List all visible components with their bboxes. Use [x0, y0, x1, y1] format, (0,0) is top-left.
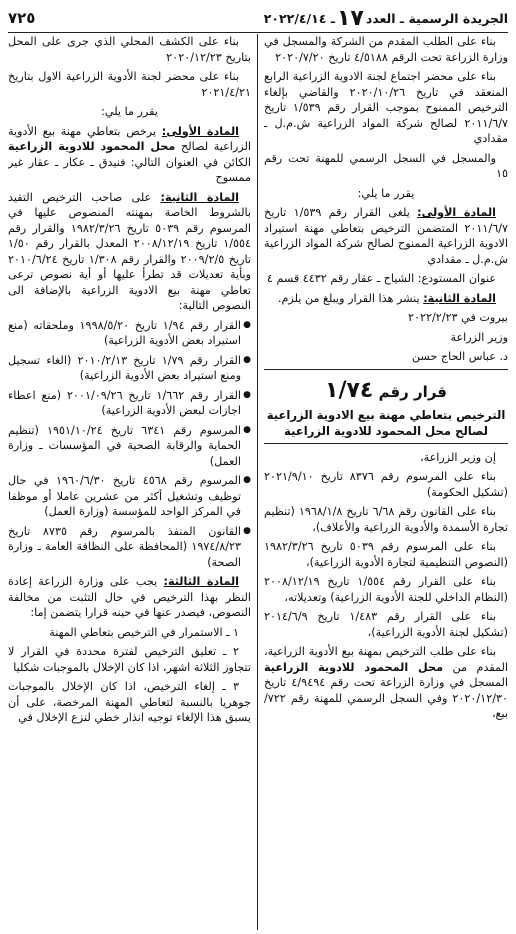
paragraph: بناء على محضر اجتماع لجنة الادوية الزراعية الرابع المنعقد في تاريخ ٢٠٢٠/١٠/٢٦ والقاضي بإلغاء الترخيص الممنوح بموجب القرار رقم ١/٥٣٩ تاريخ ٢٠١١/٦/٧ لصالح شركة المواد الزراعية ش.م.ل ـ مقدادي — [264, 70, 508, 145]
option-item: ١ ـ الاستمرار في الترخيص بتعاطي المهنة — [49, 625, 239, 639]
decision-title — [264, 378, 508, 403]
article-text: يلغى القرار رقم ١/٥٣٩ تاريخ ٢٠١١/٦/٧ المتضمن الترخيص بتعاطي مهنة استيراد الادوية الزراعية الممنوح لصالح شركة المواد الزراعية ش.م.ل ـ مقدادي — [264, 206, 508, 266]
article-text: على صاحب الترخيص التقيد بالشروط الخاصة بمهنته المنصوص عليها في المرسوم رقم ٥٠٣٩ تاريخ ١٩٨٢/٣/٢٦ والقرار رقم ١/٥٥٤ تاريخ ٢٠٠٨/١٢/١٩ المعدل بالقرار رقم ١/٥٠ تاريخ ٢٠٠٩/٢/٥ والقرار رقم ١/٣٠٨ تاريخ ٢٠١٠/٦/٢٤ وبأية تعديلات قد تطرأ عليها أو أية نصوص ترعى تعاطي مهنة بيع الادوية الزراعية بالإضافة الى النصوص التالية: — [8, 190, 251, 312]
content-columns — [8, 34, 508, 930]
text-segment: الكائن في العنوان التالي: فنيدق ـ عكار ـ عقار غير ممسوح — [8, 155, 251, 184]
paragraph: والمسجل في السجل الرسمي للمهنة تحت رقم ١٥ — [264, 151, 508, 180]
article-text: ينشر هذا القرار ويبلغ من يلزم. — [277, 291, 420, 305]
page-number: ٧٢٥ — [8, 9, 36, 27]
article-2 — [264, 291, 508, 307]
list-item: ● القرار رقم ١/٧٩ تاريخ ٢٠١٠/٢/١٣ (الغاء تسجيل ومنع استيراد بعض الأدوية الزراعية) — [8, 353, 251, 384]
list-item: ● المرسوم رقم ٤٥٦٨ تاريخ ١٩٦٠/٦/٣٠ في حال توظيف وتشغيل أكثر من عشرين عاملا أو موظفا في المركز الواحد للمؤسسة (وزارة العمل) — [8, 473, 251, 520]
text-segment: يرخص بتعاطي مهنة بيع الأدوية الزراعية لصالح — [8, 124, 251, 153]
decision-subtitle: الترخيص بتعاطي مهنة بيع الادوية الزراعية لصالح محل المحمود للادوية الزراعية — [264, 407, 508, 444]
place-date: بيروت في ٢٠٢٢/٢/٢٣ — [408, 311, 508, 324]
shop-name: محل المحمود للادوية الزراعية — [264, 660, 444, 674]
article-3 — [8, 574, 251, 621]
list-item: ● المرسوم رقم ٦٣٤١ تاريخ ١٩٥١/١٠/٢٤ (تنظيم الحماية والرقابة الصحية في المؤسسات ـ وزارة العمل) — [8, 423, 251, 470]
text-segment: المسجل في وزارة الزراعة تحت رقم ٤/٩٤٩٤ تاريخ ٢٠٢٠/١٢/٣٠ وفي السجل الرسمي للمهنة رقم ٧٢٢/بيع، — [264, 676, 508, 720]
legal-basis — [264, 644, 508, 722]
article-label: المادة الأولى: — [417, 206, 496, 219]
paragraph: بناء على محضر لجنة الأدوية الزراعية الاول بتاريخ ٢٠٢١/٤/٢١ — [8, 70, 251, 99]
divider — [264, 369, 508, 370]
legal-basis: بناء على القرار رقم ١/٤٨٣ تاريخ ٢٠١٤/٦/٩ (تشكيل لجنة الأدوية الزراعية)، — [264, 610, 508, 639]
article-label: المادة الثانية: — [423, 291, 496, 305]
decides-heading: يقرر ما يلي: — [101, 105, 158, 118]
gazette-title — [264, 6, 508, 31]
right-column — [258, 34, 508, 930]
article-text: يجب على وزارة الزراعة إعادة النظر بهذا الترخيص في حال التثبت من مخالفة النصوص، فيصدر عنها في حينه قرارا يتضمن إما: — [8, 575, 251, 619]
list-item: ● القرار رقم ١/٦٦٢ تاريخ ٢٠٠١/٠٩/٢٦ (منع اعطاء اجازات لبعض الأدوية الزراعية) — [8, 388, 251, 419]
decision-number: ١/٧٤ — [325, 377, 374, 403]
legal-basis: بناء على القرار رقم ١/٥٥٤ تاريخ ٢٠٠٨/١٢/١٩ (النظام الداخلي للجنة الأدوية الزراعية) وتعديلاته، — [264, 575, 508, 604]
issue-number: ١٧ — [336, 5, 364, 31]
option-item: ٢ ـ تعليق الترخيص لفترة محددة في القرار لا تتجاوز الثلاثة اشهر، اذا كان الإخلال بالموجبات شكليا — [8, 645, 251, 674]
list-item: ● القانون المنفذ بالمرسوم رقم ٨٧٣٥ تاريخ ١٩٧٤/٨/٢٣ (المحافظة على النظافة العامة ـ وزارة الصحة) — [8, 524, 251, 571]
legal-basis: بناء على المرسوم رقم ٥٠٣٩ تاريخ ١٩٨٢/٣/٢٦ (النصوص التنظيمية لتجارة الأدوية الزراعية)، — [264, 540, 508, 569]
issue-date: ـ ٢٠٢٢/٤/١٤ — [263, 10, 335, 26]
minister-title: وزير الزراعة — [450, 330, 508, 344]
minister-intro: إن وزير الزراعة، — [419, 450, 496, 464]
paragraph: بناء على الكشف المحلي الذي جرى على المحل بتاريخ ٢٠٢٠/١٢/٢٣ — [8, 35, 251, 64]
list-item: ● القرار رقم ١/٩٤ تاريخ ١٩٩٨/٥/٢٠ وملحقاته (منع استيراد بعض الأدوية الزراعية) — [8, 318, 251, 349]
article-1 — [264, 205, 508, 267]
left-column — [8, 34, 258, 930]
article-label: المادة الثانية: — [160, 190, 240, 204]
article-2 — [8, 190, 251, 314]
text-segment: بناء على طلب الترخيص بمهنة بيع الأدوية الزراعية، المقدم من — [264, 645, 508, 674]
decision-prefix: قرار رقم — [378, 382, 447, 401]
article-label: المادة الأولى: — [161, 124, 240, 138]
paragraph: بناء على الطلب المقدم من الشركة والمسجل في وزارة الزراعة تحت الرقم ٤/٥١٨٨ تاريخ ٢٠٢٠/٧/٢٠ — [264, 35, 508, 64]
legal-basis: بناء على القانون رقم ٦/٦٨ تاريخ ١٩٦٨/١/٨ (تنظيم تجارة الأسمدة والأدوية الزراعية والأعلاف)، — [264, 505, 508, 534]
shop-name: محل المحمود للادوية الزراعية — [8, 140, 176, 153]
gazette-name: الجريدة الرسمية ـ العدد — [365, 10, 508, 26]
decides-heading: يقرر ما يلي: — [357, 186, 415, 200]
minister-name: د. عباس الحاج حسن — [411, 350, 508, 363]
article-1 — [8, 124, 251, 186]
option-item: ٣ ـ إلغاء الترخيص، اذا كان الإخلال بالموجبات جوهريا بالنسبة لتعاطي المهنة المرخصة، على أن يسبق هذا الإلغاء توجيه انذار خطي لنزع الإخلال في — [8, 680, 251, 724]
warehouse-address: عنوان المستودع: الشياح ـ عقار رقم ٤٤٣٢ قسم ٤ — [266, 272, 496, 285]
legal-basis: بناء على المرسوم رقم ٨٣٧٦ تاريخ ٢٠٢١/٩/١٠ (تشكيل الحكومة) — [264, 470, 508, 499]
page-header — [8, 4, 508, 33]
article-label: المادة الثالثة: — [163, 575, 240, 588]
